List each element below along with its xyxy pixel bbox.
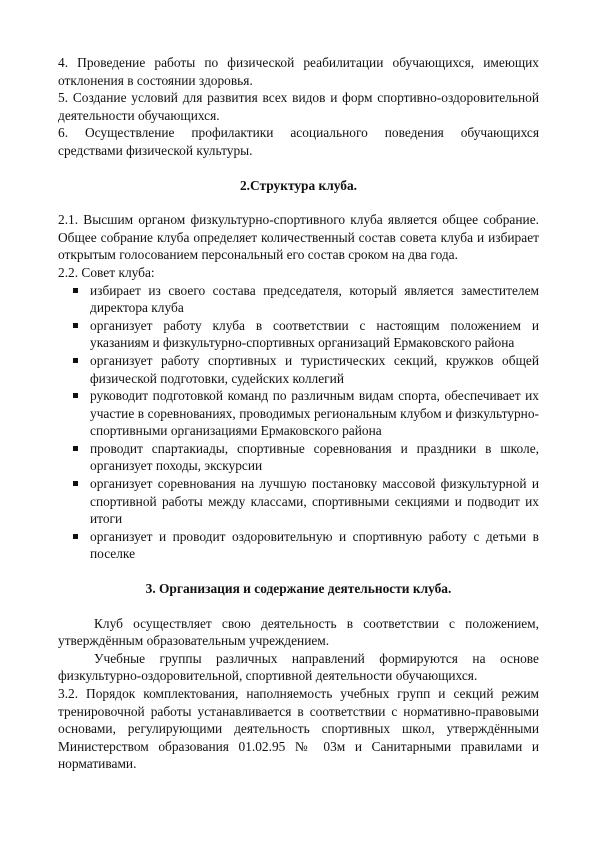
square-bullet-icon	[73, 358, 78, 363]
section-3-paragraph: Клуб осуществляет свою деятельность в соответствии с положением, утверждённым образовательным учреждением.	[58, 615, 539, 649]
square-bullet-icon	[73, 534, 78, 539]
list-item: организует работу клуба в соответствии с настоящим положением и указаниям и физкультурно-спортивных организаций Ермаковского района	[58, 317, 539, 352]
goal-item: 4. Проведение работы по физической реабилитации обучающихся, имеющих отклонения в состоянии здоровья.	[58, 55, 539, 88]
section-2-paragraph: 2.1. Высшим органом физкультурно-спортивного клуба является общее собрание. Общее собрание клуба определяет количественный состав совета клуба и избирает открытым голосованием персональный его состав сроком на два года.	[58, 212, 539, 263]
list-item: организует соревнования на лучшую постановку массовой физкультурной и спортивной работы между классами, спортивными секциями и подводит их итоги	[58, 475, 539, 528]
square-bullet-icon	[73, 288, 78, 293]
section-3-paragraph: Учебные группы различных направлений формируются на основе физкультурно-оздоровительной, спортивной деятельности обучающихся.	[58, 650, 539, 684]
goal-item: 5. Создание условий для развития всех видов и форм спортивно-оздоровительной деятельности обучающихся.	[58, 90, 539, 123]
section-3-heading: 3. Организация и содержание деятельности клуба.	[145, 581, 452, 597]
square-bullet-icon	[73, 393, 78, 398]
square-bullet-icon	[73, 323, 78, 328]
square-bullet-icon	[73, 446, 78, 451]
list-item: избирает из своего состава председателя, который является заместителем директора клуба	[58, 282, 539, 317]
section-2-heading: 2.Структура клуба.	[239, 177, 358, 193]
square-bullet-icon	[73, 481, 78, 486]
list-item: организует работу спортивных и туристических секций, кружков общей физической подготовки, судейских коллегий	[58, 352, 539, 387]
list-item: руководит подготовкой команд по различным видам спорта, обеспечивает их участие в соревнованиях, проводимых региональным клубом и физкультурно-спортивными организациями Ермаковского района	[58, 387, 539, 440]
section-3-paragraph: 3.2. Порядок комплектования, наполняемость учебных групп и секций режим тренировочной работы устанавливается в соответствии с нормативно-правовыми основами, регулирующими деятельность спортивных школ, утверждёнными Министерством образования 01.02.95 № 03м и Санитарными правилами и нормативами.	[58, 686, 539, 772]
list-item: организует и проводит оздоровительную и спортивную работу с детьми в поселке	[58, 528, 539, 563]
page-content	[58, 54, 539, 773]
goal-item: 6. Осуществление профилактики асоциального поведения обучающихся средствами физической культуры.	[58, 125, 539, 158]
list-item: проводит спартакиады, спортивные соревнования и праздники в школе, организует походы, экскурсии	[58, 440, 539, 475]
council-duties-list	[58, 282, 539, 564]
section-2-paragraph: 2.2. Совет клуба:	[58, 264, 155, 280]
